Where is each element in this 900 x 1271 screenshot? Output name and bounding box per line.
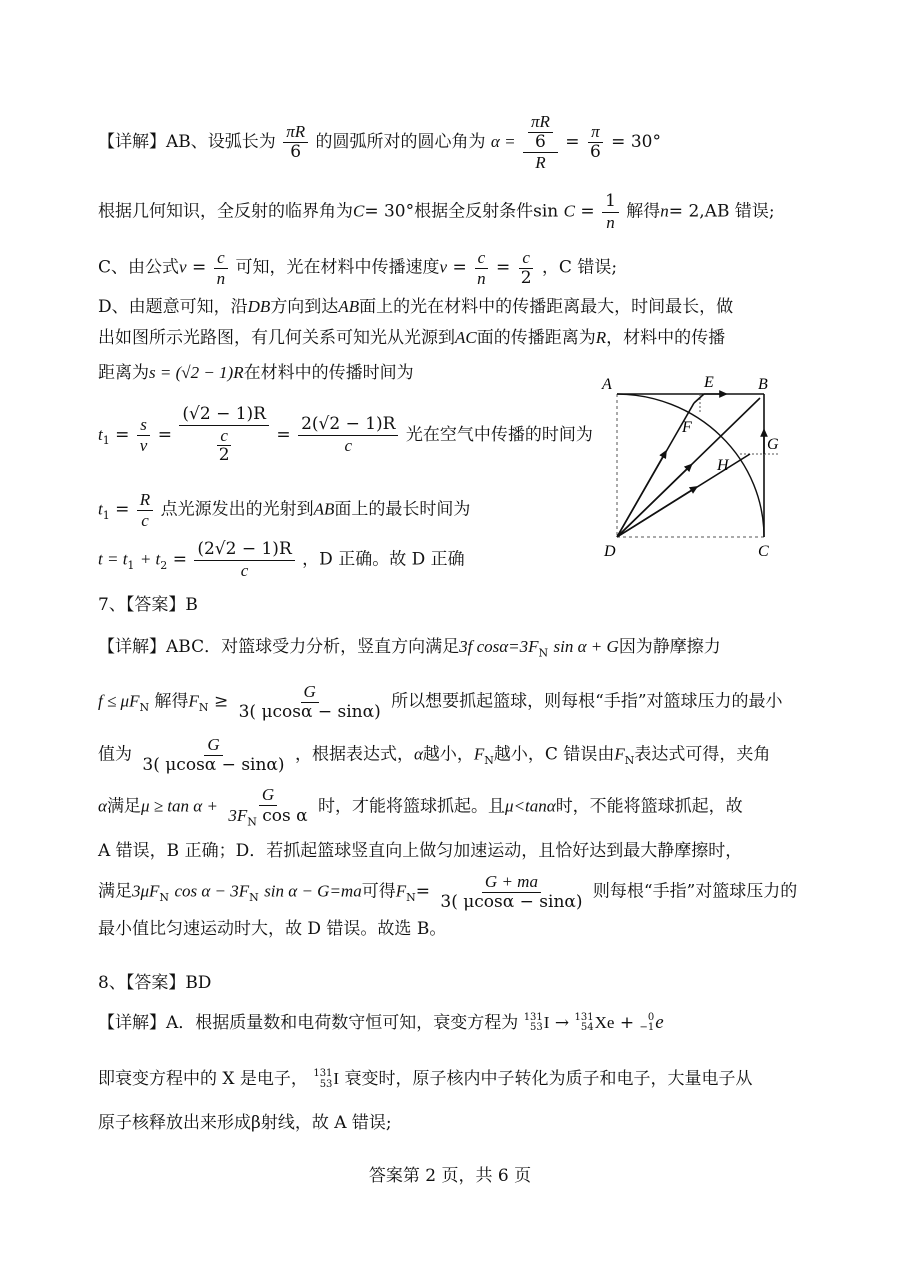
numerator: G + ma (482, 872, 541, 893)
math: 3F (228, 805, 248, 825)
math: C (563, 201, 575, 221)
numerator: (2√2 − 1)R (194, 540, 294, 561)
denominator: 6 (589, 141, 601, 162)
math: = (115, 424, 130, 445)
denominator: 6 (290, 141, 302, 162)
math: AC (455, 328, 477, 347)
math: = (580, 201, 595, 222)
numerator: G (204, 735, 222, 756)
math: sin α − G=ma (264, 881, 362, 901)
detail-bracket: 【详解】 (98, 131, 166, 152)
denominator: n (216, 268, 226, 288)
subscript: 1 (102, 508, 110, 522)
text: 时，才能将篮球抓起。且 (318, 796, 506, 817)
fraction (137, 490, 153, 530)
compound-fraction (179, 405, 269, 466)
text: 出如图所示光路图，有几何关系可知光从光源到 (98, 328, 455, 348)
q8-line3: 原子核释放出来形成β射线，故 A 错误; (98, 1113, 392, 1133)
math: cos α − 3F (174, 881, 250, 901)
numerator: 2(√2 − 1)R (298, 415, 398, 436)
element-symbol: I (543, 1013, 550, 1033)
numerator: c (475, 248, 489, 269)
text: ，根据表达式， (294, 744, 414, 765)
label-h: H (717, 457, 729, 474)
text: ，C 错误; (541, 257, 618, 278)
text: 解得 (626, 201, 661, 222)
para-d-line1 (98, 296, 733, 318)
mass-number: 131 (523, 1011, 543, 1023)
para-arc-angle (98, 112, 661, 173)
nuclide-numbers (640, 1013, 655, 1034)
text: 越小，C 错误由 (493, 744, 615, 765)
ray-dh-arrow (617, 488, 695, 537)
fraction (437, 872, 585, 912)
atomic-number: 54 (580, 1022, 594, 1034)
math: = (157, 424, 172, 445)
math: F (188, 691, 199, 711)
math: = (191, 257, 207, 278)
subscript: N (247, 814, 257, 828)
math: s = (√2 − 1)R (149, 363, 244, 382)
text: 表达式可得，夹角 (634, 744, 771, 765)
fraction (283, 122, 308, 162)
math: C (353, 201, 365, 221)
math: 3f cosα=3F (459, 637, 539, 656)
compound-fraction (523, 112, 558, 173)
text: 时，不能将篮球抓起，故 (555, 796, 743, 817)
text: 越小， (422, 744, 474, 765)
denominator: 2 (218, 445, 230, 466)
light-path-diagram (600, 372, 780, 567)
subscript: N (406, 890, 416, 904)
para-d-line3 (98, 362, 414, 384)
subscript: N (139, 700, 150, 714)
q7-line3 (98, 735, 770, 775)
denominator: 2 (520, 267, 532, 288)
eq-t1-air (98, 490, 470, 530)
inner-fraction (216, 426, 233, 466)
subscript: 1 (127, 558, 135, 572)
numerator: s (137, 415, 150, 436)
text: 根据全反射条件 (414, 201, 534, 222)
math: μ ≥ tan α + (140, 796, 218, 816)
text: ，D 正确。故 D 正确 (302, 549, 465, 570)
math: + (619, 1012, 635, 1033)
text: 的圆弧所对的圆心角为 (315, 131, 486, 152)
math: α (98, 796, 107, 816)
subscript: N (624, 753, 635, 767)
denominator: R (535, 153, 546, 173)
text: 面上的光在材料中的传播距离最大，时间最长，做 (359, 297, 734, 317)
numerator: c (217, 426, 231, 447)
ray-dl-upper (617, 453, 665, 537)
numerator: (√2 − 1)R (179, 405, 269, 426)
numerator: G (259, 785, 277, 806)
text: 因为静摩擦力 (618, 637, 721, 657)
para-critical-angle (98, 192, 775, 232)
atomic-number: −1 (639, 1022, 655, 1034)
math: t (98, 499, 103, 519)
fraction (214, 248, 229, 288)
element-symbol: I (333, 1069, 340, 1089)
q7-line6 (98, 872, 797, 912)
text: 距离为 (98, 363, 149, 383)
denominator: 3( μcosα − sinα) (142, 754, 285, 775)
para-d-line2 (98, 327, 725, 349)
numerator: c (214, 248, 228, 269)
math: 3μF (132, 881, 160, 901)
element-symbol: e (655, 1012, 664, 1033)
label-e: E (704, 374, 714, 391)
arrow-icon: → (554, 1012, 570, 1033)
numerator: 1 (602, 192, 619, 213)
nuclide-iodine (313, 1068, 339, 1090)
ray-db-small (617, 427, 690, 537)
fraction (194, 540, 294, 580)
mass-number: 131 (574, 1011, 594, 1023)
math: = (115, 499, 130, 520)
math: + t (139, 549, 161, 569)
denominator: n (477, 268, 486, 288)
text: 解得 (154, 691, 189, 712)
fraction (236, 682, 384, 722)
fraction (298, 415, 398, 455)
math: α = (490, 131, 516, 151)
math: F (614, 744, 625, 764)
text: ，材料中的传播 (606, 328, 726, 348)
math: t = t (98, 549, 128, 569)
math: AB (338, 297, 360, 316)
text: ,AB 错误; (699, 201, 775, 222)
nuclide-numbers (524, 1013, 543, 1034)
denominator: v (139, 435, 148, 455)
math: = (415, 881, 430, 902)
denominator: c (141, 510, 149, 530)
eq-total-time (98, 540, 465, 580)
math: ≥ (213, 691, 229, 712)
math: = 30° (611, 131, 661, 152)
nuclide-electron (640, 1011, 664, 1036)
math: = (172, 549, 187, 570)
math: = (452, 257, 467, 278)
text: 可知，光在材料中传播速度 (235, 257, 440, 278)
math: μ<tanα (505, 796, 556, 816)
mass-number: 0 (647, 1011, 655, 1023)
q7-line5: A 错误，B 正确；D．若抓起篮球竖直向上做匀加速运动，且恰好达到最大静摩擦时， (98, 841, 743, 861)
q7-line7: 最小值比匀速运动时大，故 D 错误。故选 B。 (98, 919, 447, 939)
q8-line1 (98, 1011, 664, 1036)
math: DB (247, 297, 271, 316)
fraction (602, 192, 619, 232)
element-symbol: Xe (594, 1013, 615, 1033)
eq-t1-material (98, 405, 593, 466)
math: n (660, 201, 669, 221)
para-speed (98, 248, 617, 288)
ray-db-arrow (617, 466, 690, 537)
text: 面上的最长时间为 (334, 499, 471, 520)
numerator: πR (283, 122, 308, 143)
q8-answer: 8、【答案】BD (98, 973, 212, 993)
q8-line2 (98, 1068, 753, 1091)
denominator: 6 (535, 131, 546, 152)
label-c: C (758, 543, 769, 560)
math: F (473, 744, 485, 764)
label-b: B (758, 376, 768, 393)
text: 则每根“手指”对篮球压力的 (592, 881, 798, 902)
numerator: πR (528, 112, 553, 133)
text: 方向到达 (270, 297, 339, 317)
math: AB (313, 499, 335, 519)
math: = (565, 131, 580, 152)
math: = 30° (364, 201, 415, 222)
text: 【详解】ABC．对篮球受力分析，竖直方向满足 (98, 637, 460, 657)
fraction (225, 785, 310, 829)
fraction (139, 735, 287, 775)
text: 可得 (361, 881, 396, 902)
math: F (395, 881, 407, 901)
subscript: N (198, 700, 209, 714)
denominator: c (240, 560, 249, 580)
subscript: N (159, 890, 170, 904)
fraction (587, 122, 604, 162)
math: v (179, 257, 187, 277)
text: 满足 (106, 796, 141, 817)
nuclide-xenon (575, 1012, 615, 1034)
text: AB、设弧长为 (166, 131, 276, 152)
math: sin α + G (553, 637, 619, 656)
nuclide-numbers (575, 1013, 594, 1034)
text: 【详解】A．根据质量数和电荷数守恒可知，衰变方程为 (98, 1012, 519, 1033)
text: 点光源发出的光射到 (160, 499, 314, 520)
q7-answer: 7、【答案】B (98, 595, 198, 615)
atomic-number: 53 (530, 1022, 543, 1034)
numerator (523, 112, 558, 153)
denominator: n (606, 212, 615, 232)
fraction (518, 248, 535, 288)
label-a: A (602, 376, 612, 393)
label-d: D (604, 543, 616, 560)
math: R (595, 328, 607, 347)
nuclide-numbers (313, 1069, 332, 1090)
subscript: 2 (160, 558, 168, 572)
numerator: G (301, 682, 319, 703)
denominator: 3( μcosα − sinα) (238, 701, 381, 722)
label-g: G (767, 436, 779, 453)
text: C、由公式 (98, 257, 180, 278)
math: v (439, 257, 448, 277)
text: 值为 (98, 744, 132, 765)
denominator (211, 426, 238, 466)
math: α (413, 744, 423, 764)
math: t (98, 424, 103, 444)
math: = (276, 424, 291, 445)
subscript: 1 (102, 434, 110, 448)
fraction (474, 248, 489, 288)
numerator: c (519, 248, 533, 269)
q7-line4 (98, 785, 743, 829)
denominator (225, 806, 310, 829)
math: cos α (262, 805, 308, 826)
subscript: N (484, 753, 494, 767)
text: 光在空气中传播的时间为 (405, 424, 593, 445)
page-footer: 答案第 2 页，共 6 页 (368, 1166, 532, 1186)
atomic-number: 53 (319, 1078, 333, 1090)
fraction (137, 415, 151, 455)
math: = (496, 257, 511, 278)
numerator: π (588, 122, 603, 143)
text: 衰变时，原子核内中子转化为质子和电子，大量电子从 (344, 1069, 753, 1089)
q7-line1 (98, 636, 721, 661)
text: 所以想要抓起篮球，则每根“手指”对篮球压力的最小 (391, 691, 783, 712)
denominator: c (344, 435, 353, 455)
text: D、由题意可知，沿 (98, 297, 248, 317)
inner-fraction (528, 112, 553, 152)
math: f ≤ μF (98, 691, 140, 711)
denominator: 3( μcosα − sinα) (440, 891, 583, 912)
text: 面的传播距离为 (476, 328, 596, 348)
mass-number: 131 (313, 1068, 333, 1079)
numerator: R (137, 490, 153, 511)
text: 满足 (98, 881, 132, 902)
subscript: N (538, 646, 549, 660)
text: 根据几何知识，全反射的临界角为 (98, 201, 353, 222)
text: 在材料中的传播时间为 (243, 363, 414, 383)
nuclide-iodine (524, 1012, 550, 1034)
text: 即衰变方程中的 X 是电子， (98, 1069, 308, 1089)
q7-line2 (98, 682, 783, 722)
math: sin (533, 201, 559, 222)
label-f: F (682, 419, 692, 436)
subscript: N (249, 890, 259, 904)
ray-fe (694, 394, 704, 403)
math: = 2 (668, 201, 700, 222)
